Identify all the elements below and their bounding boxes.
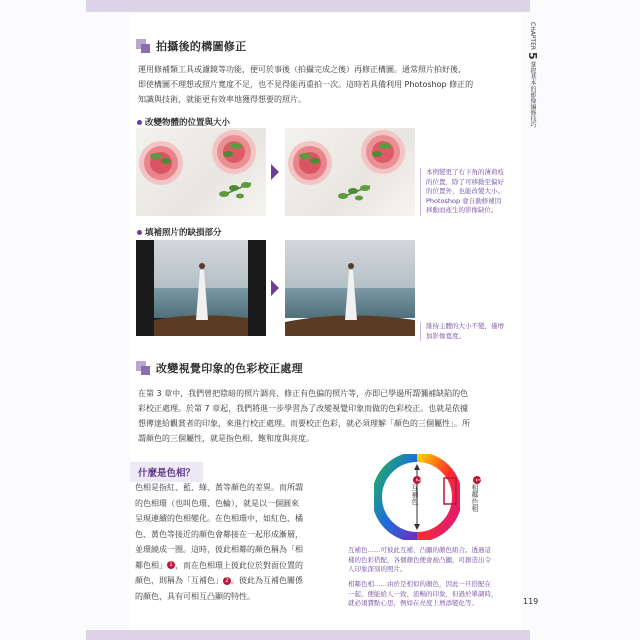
top-band [86, 0, 530, 12]
section-heading-composition [136, 38, 246, 54]
section-title: 拍攝後的構圖修正 [156, 40, 247, 53]
bullet-dot-icon [137, 230, 142, 235]
page-number: 119 [523, 597, 539, 606]
badge-2: 2 [223, 577, 231, 585]
section1-paragraph [138, 62, 522, 107]
section2-paragraph: 在第 3 章中，我們曾把陰暗的照片調亮、修正有色偏的照片等，亦即已學過所謂彌補缺陷的色 彩校正處理。於第 7 章起，我們將進一步學習為了改變視覺印象而做的色彩校正。也就是依據 想傳達給觀賞者的印象，來進行校正處理。而要校正色彩，就必須理解「顏色的三個屬性」。所 謂顏色的三個屬性，就是指色相、飽和度與亮度。 [138, 389, 470, 443]
section-title: 改變視覺印象的色彩校正處理 [156, 362, 303, 375]
badge-1: 1 [167, 561, 175, 569]
section-heading-color [136, 360, 303, 376]
subheading-fill-missing: 填補照片的缺損部分 [137, 226, 222, 238]
arrow-right-icon [271, 280, 279, 296]
label-adjacent-hue: 1相鄰色相 [470, 476, 481, 512]
note-move-object: 本例變更了右下角的薄荷枝 的位置，除了可移動至偏好 的位置外，也能改變大小。 Photoshop 會自動修補因 移動而產生的影像缺位。 [420, 168, 522, 216]
paragraph-line: 運用修補類工具或濾鏡等功能，便可於事後（拍攝完成之後）再修正構圖。通常照片拍好後， [138, 65, 466, 74]
paragraph-line: 即使構圖不理想或照片寬度不足，也不見得能再重拍一次。這時若具備利用 Photoshop 修正的 [138, 80, 474, 89]
photo-after-sea [285, 240, 415, 336]
bottom-band [86, 630, 530, 640]
chapter-side-label: CHAPTER 5 掌握基本的影像編修技巧 [526, 22, 539, 128]
paragraph-line: 知識與技術，就能更有效率地獲得想要的照片。 [138, 95, 306, 104]
arrow-right-icon [271, 164, 279, 180]
bullet-dot-icon [137, 120, 142, 125]
box-title-hue: 什麼是色相？ [130, 462, 203, 482]
note-fill-missing: 維持主體的大小不變，僅增 加影像寬度。 [420, 322, 522, 341]
subheading-move-object: 改變物體的位置與大小 [137, 116, 230, 128]
note-complementary: 互補色……可彼此互補、凸顯的顏色組合。透過這 樣的色彩搭配，各個顏色便會被凸顯，可創造出令 人印象深刻的照片。 [348, 546, 491, 573]
photo-after-drinks [285, 128, 415, 216]
hue-body-text: 色相是指紅、藍、綠、黃等顏色的差異。而所謂 的色相環（也叫色環、色輪），就是以一個圓來 呈現連續的色相變化。在色相環中，如紅色、橘 色、黃色等接近的顏色會鄰接在一起形成漸層， 並環繞成一圈。這時，彼此相鄰的顏色稱為「相 鄰色相」 1 ，而在色相環上彼此位於對面位置的 顏色，則稱為「互補色」 2 。彼此為互補色關係 的顏色，具有可相互凸顯的特性。 [135, 483, 303, 601]
photo-before-sea [136, 240, 266, 336]
note-adjacent-hue: 相鄰色相……由於是相似的顏色，因此一旦搭配在 一起，便能給人一致、流暢的印象，但過於單調時， 就必須費點心思，例如在亮度上增添變化等。 [348, 580, 498, 607]
section-square-icon [136, 39, 150, 53]
photo-before-drinks [136, 128, 266, 216]
section-square-icon [136, 361, 150, 375]
label-complementary: 2互補色 [410, 476, 421, 505]
